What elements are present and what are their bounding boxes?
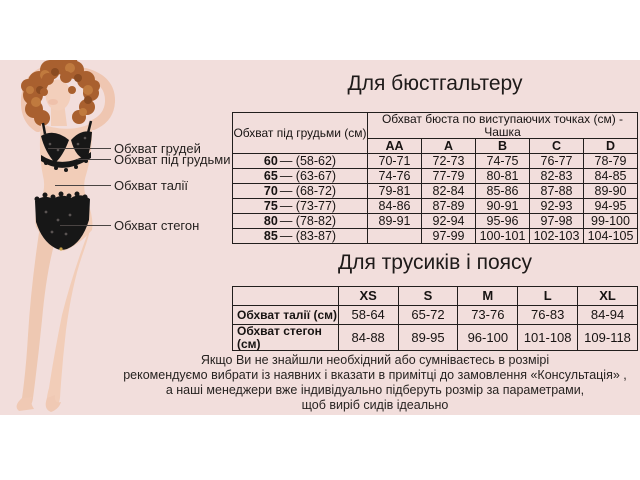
cup-value: 77-79 <box>422 169 476 184</box>
cup-value: 74-75 <box>476 154 530 169</box>
size-header-l: L <box>518 287 578 306</box>
bra-section-title: Для бюстгальтеру <box>347 72 523 95</box>
cup-value: 74-76 <box>368 169 422 184</box>
waist-value: 58-64 <box>338 306 398 325</box>
size-header-xs: XS <box>338 287 398 306</box>
waist-value: 76-83 <box>518 306 578 325</box>
bra-group-header: Обхват бюста по виступаючих точках (см) - Чашка <box>368 113 638 139</box>
cup-value: 90-91 <box>476 199 530 214</box>
model-cheek <box>48 99 58 105</box>
bra-table-header-row <box>233 113 638 139</box>
cup-header-d: D <box>584 139 638 154</box>
hips-label: Обхват стегон <box>114 218 200 233</box>
band-range: — (68-72) <box>279 183 337 198</box>
bra-size-table <box>232 112 638 244</box>
cup-value: 97-98 <box>530 214 584 229</box>
hips-row <box>233 325 638 351</box>
consultation-note-line: Якщо Ви не знайшли необхідний або сумніваєтесь в розмірі <box>200 353 550 367</box>
model-foot-left <box>17 397 34 411</box>
consultation-note-line: рекомендуємо вибрати із наявних і вказати в примітці до замовлення «Консультація» , <box>123 368 627 382</box>
hips-row-label: Обхват стегон (см) <box>233 325 339 351</box>
model-back-leg <box>21 226 54 409</box>
cup-value: 94-95 <box>584 199 638 214</box>
cup-value: 97-99 <box>422 229 476 244</box>
cup-header-aa: AA <box>368 139 422 154</box>
cup-value: 87-89 <box>422 199 476 214</box>
cup-value: 70-71 <box>368 154 422 169</box>
band-size: 70 <box>263 183 278 198</box>
cup-value: 85-86 <box>476 184 530 199</box>
cup-value: 87-88 <box>530 184 584 199</box>
cup-header-a: A <box>422 139 476 154</box>
cup-value: 102-103 <box>530 229 584 244</box>
cup-value <box>368 229 422 244</box>
panties-size-table <box>232 286 638 351</box>
cup-header-c: C <box>530 139 584 154</box>
cup-value: 84-86 <box>368 199 422 214</box>
cup-value: 89-90 <box>584 184 638 199</box>
waist-row <box>233 306 638 325</box>
cup-value: 78-79 <box>584 154 638 169</box>
cup-header-b: B <box>476 139 530 154</box>
waist-label: Обхват талії <box>114 178 189 193</box>
underbust-label: Обхват під грудьми <box>114 152 231 167</box>
hips-value: 96-100 <box>458 325 518 351</box>
hips-value: 89-95 <box>398 325 458 351</box>
band-range: — (63-67) <box>279 168 337 183</box>
cup-value: 92-93 <box>530 199 584 214</box>
consultation-note-line: а наші менеджери вже індивідуально підберуть розмір за параметрами, <box>165 383 585 397</box>
cup-value: 82-83 <box>530 169 584 184</box>
cup-value: 104-105 <box>584 229 638 244</box>
bra-size-row <box>233 199 638 214</box>
cup-value: 72-73 <box>422 154 476 169</box>
bust-label: Обхват грудей <box>114 141 201 156</box>
hips-value: 84-88 <box>338 325 398 351</box>
consultation-note-line: щоб виріб сидів ідеально <box>301 398 449 412</box>
panties-empty-header <box>233 287 339 306</box>
cup-value: 100-101 <box>476 229 530 244</box>
size-header-s: S <box>398 287 458 306</box>
band-range: — (78-82) <box>279 213 337 228</box>
band-size: 85 <box>263 228 278 243</box>
hips-value: 101-108 <box>518 325 578 351</box>
waist-leader-line <box>55 185 111 186</box>
cup-value: 76-77 <box>530 154 584 169</box>
waist-value: 84-94 <box>578 306 638 325</box>
band-size: 80 <box>263 213 278 228</box>
cup-value: 89-91 <box>368 214 422 229</box>
band-size: 65 <box>263 168 278 183</box>
band-size: 60 <box>263 153 278 168</box>
cup-value: 95-96 <box>476 214 530 229</box>
waist-value: 65-72 <box>398 306 458 325</box>
waist-row-label: Обхват талії (см) <box>233 306 339 325</box>
size-header-m: M <box>458 287 518 306</box>
hips-value: 109-118 <box>578 325 638 351</box>
cup-value: 80-81 <box>476 169 530 184</box>
bra-size-row <box>233 154 638 169</box>
hips-leader-line <box>60 225 111 226</box>
consultation-note <box>80 353 640 413</box>
bra-size-row <box>233 169 638 184</box>
panties-header-row <box>233 287 638 306</box>
cup-value: 79-81 <box>368 184 422 199</box>
size-header-xl: XL <box>578 287 638 306</box>
underbust-leader-line <box>77 159 111 160</box>
band-range: — (83-87) <box>279 228 337 243</box>
bust-leader-line <box>48 148 111 149</box>
band-size: 75 <box>263 198 278 213</box>
bra-size-row <box>233 184 638 199</box>
cup-value: 84-85 <box>584 169 638 184</box>
waist-value: 73-76 <box>458 306 518 325</box>
band-range: — (73-77) <box>279 198 337 213</box>
cup-value: 92-94 <box>422 214 476 229</box>
cup-value: 99-100 <box>584 214 638 229</box>
bra-size-row <box>233 214 638 229</box>
band-range: — (58-62) <box>279 153 337 168</box>
bra-col1-header: Обхват під грудьми (см) <box>233 113 368 154</box>
panties-section-title: Для трусиків і поясу <box>337 251 532 274</box>
panties-charm <box>59 247 62 250</box>
cup-value: 82-84 <box>422 184 476 199</box>
bra-size-row <box>233 229 638 244</box>
